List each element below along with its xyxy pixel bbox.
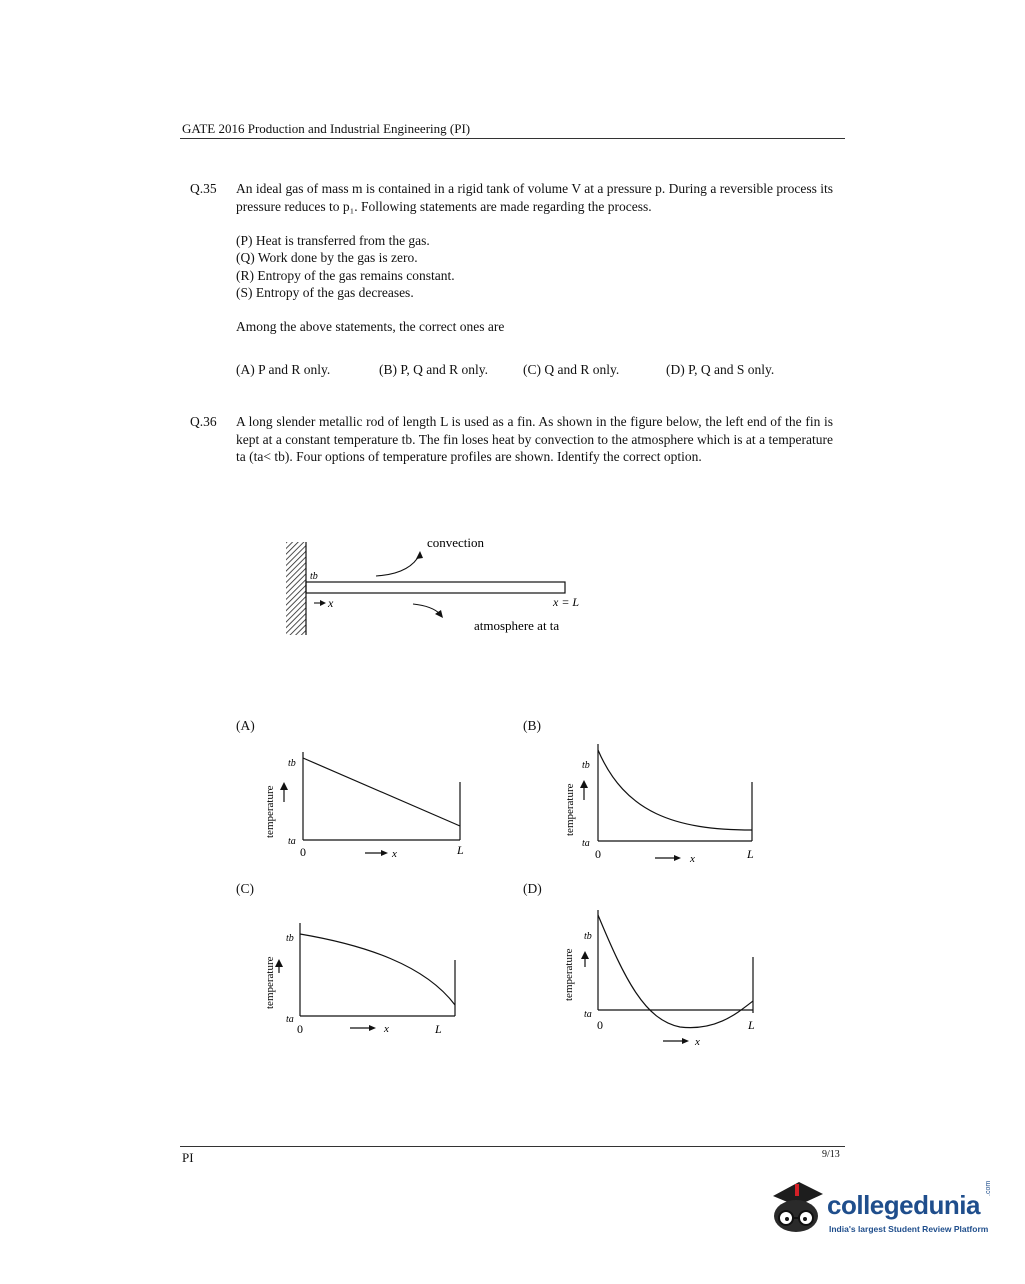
atmosphere-label: atmosphere at ta — [474, 618, 560, 633]
tb-label: tb — [584, 931, 592, 942]
x-label: x — [690, 853, 695, 865]
arrowhead — [320, 600, 326, 606]
convection-arrow — [376, 554, 420, 576]
temperature-curve — [598, 750, 752, 830]
question-number: Q.36 — [190, 414, 217, 429]
ta-label: ta — [584, 1009, 592, 1020]
y-axis-label: temperature — [563, 948, 575, 1001]
plot-b — [555, 738, 785, 868]
x-label: x — [384, 1023, 389, 1035]
arrowhead — [275, 959, 283, 967]
mascot-icon — [765, 1178, 827, 1244]
temperature-curve — [303, 758, 460, 826]
fin-rod — [306, 582, 565, 593]
x-label: x — [695, 1036, 700, 1045]
x-equals-l-label: x = L — [553, 595, 580, 609]
question-number: Q.35 — [190, 181, 217, 196]
l-label: L — [435, 1022, 442, 1036]
footer-subject: PI — [182, 1150, 194, 1165]
arrowhead — [416, 551, 423, 559]
page-header: GATE 2016 Production and Industrial Engineering (PI) — [182, 121, 471, 136]
plot-label-d: (D) — [523, 881, 542, 896]
origin-label: 0 — [300, 845, 306, 859]
brand-com: .com — [985, 1180, 992, 1196]
page-number: 9/13 — [822, 1149, 840, 1160]
ta-label: ta — [286, 1014, 294, 1025]
tb-label: tb — [582, 760, 590, 771]
origin-label: 0 — [297, 1022, 303, 1036]
tb-label: tb — [288, 758, 296, 769]
option-d: (D) P, Q and S only. — [666, 362, 775, 377]
question-text: An ideal gas of mass m is contained in a rigid tank of volume V at a pressure p. During a reversible process its pressure reduces to p₁. Following statements are made regarding the process. — [236, 181, 833, 214]
footer-rule — [180, 1146, 845, 1147]
y-axis-label: temperature — [264, 785, 276, 838]
option-a: (A) P and R only. — [236, 362, 331, 377]
arrowhead — [674, 855, 681, 861]
convection-label: convection — [427, 535, 485, 550]
l-label: L — [457, 843, 464, 857]
statement: (Q) Work done by the gas is zero. — [236, 250, 418, 266]
temperature-curve — [598, 915, 753, 1028]
brand-name: collegedunia — [827, 1190, 980, 1220]
convection-arrow — [413, 604, 440, 614]
arrowhead — [369, 1025, 376, 1031]
x-label: x — [328, 596, 334, 610]
question-prompt: Among the above statements, the correct ones are — [236, 319, 505, 334]
plot-c — [255, 905, 485, 1040]
ta-label: ta — [582, 838, 590, 849]
header-rule — [180, 138, 845, 139]
brand-tagline: India's largest Student Review Platform — [829, 1224, 989, 1234]
statement: (R) Entropy of the gas remains constant. — [236, 267, 455, 283]
fin-figure — [270, 530, 610, 645]
temperature-curve — [300, 934, 455, 1005]
plot-label-b: (B) — [523, 718, 541, 733]
statement: (S) Entropy of the gas decreases. — [236, 284, 414, 300]
x-label: x — [392, 848, 397, 860]
plot-d — [555, 905, 785, 1045]
collegedunia-logo — [765, 1176, 995, 1246]
question-text: A long slender metallic rod of length L is used as a fin. As shown in the figure below, the left end of the fin is kept at a constant temperature tb. The fin loses heat by convection to the atmosphere which is at a temperature ta (ta< tb). Four options of temperature profiles are shown. Identify the correct option. — [236, 414, 833, 464]
arrowhead — [381, 850, 388, 856]
statement: (P) Heat is transferred from the gas. — [236, 233, 430, 248]
tb-label: tb — [286, 933, 294, 944]
option-c: (C) Q and R only. — [523, 362, 620, 377]
origin-label: 0 — [597, 1018, 603, 1032]
arrowhead — [682, 1038, 689, 1044]
arrowhead — [280, 782, 288, 790]
tb-label: tb — [310, 571, 318, 582]
y-axis-label: temperature — [564, 783, 576, 836]
arrowhead — [580, 780, 588, 788]
plot-label-c: (C) — [236, 881, 254, 896]
plot-label-a: (A) — [236, 718, 255, 733]
wall-hatch — [286, 542, 306, 635]
arrowhead — [581, 951, 589, 959]
l-label: L — [748, 1018, 755, 1032]
statement-list — [236, 232, 455, 301]
origin-label: 0 — [595, 847, 601, 861]
plot-a — [255, 738, 485, 868]
ta-label: ta — [288, 836, 296, 847]
l-label: L — [747, 847, 754, 861]
option-b: (B) P, Q and R only. — [379, 362, 489, 377]
y-axis-label: temperature — [264, 956, 276, 1009]
